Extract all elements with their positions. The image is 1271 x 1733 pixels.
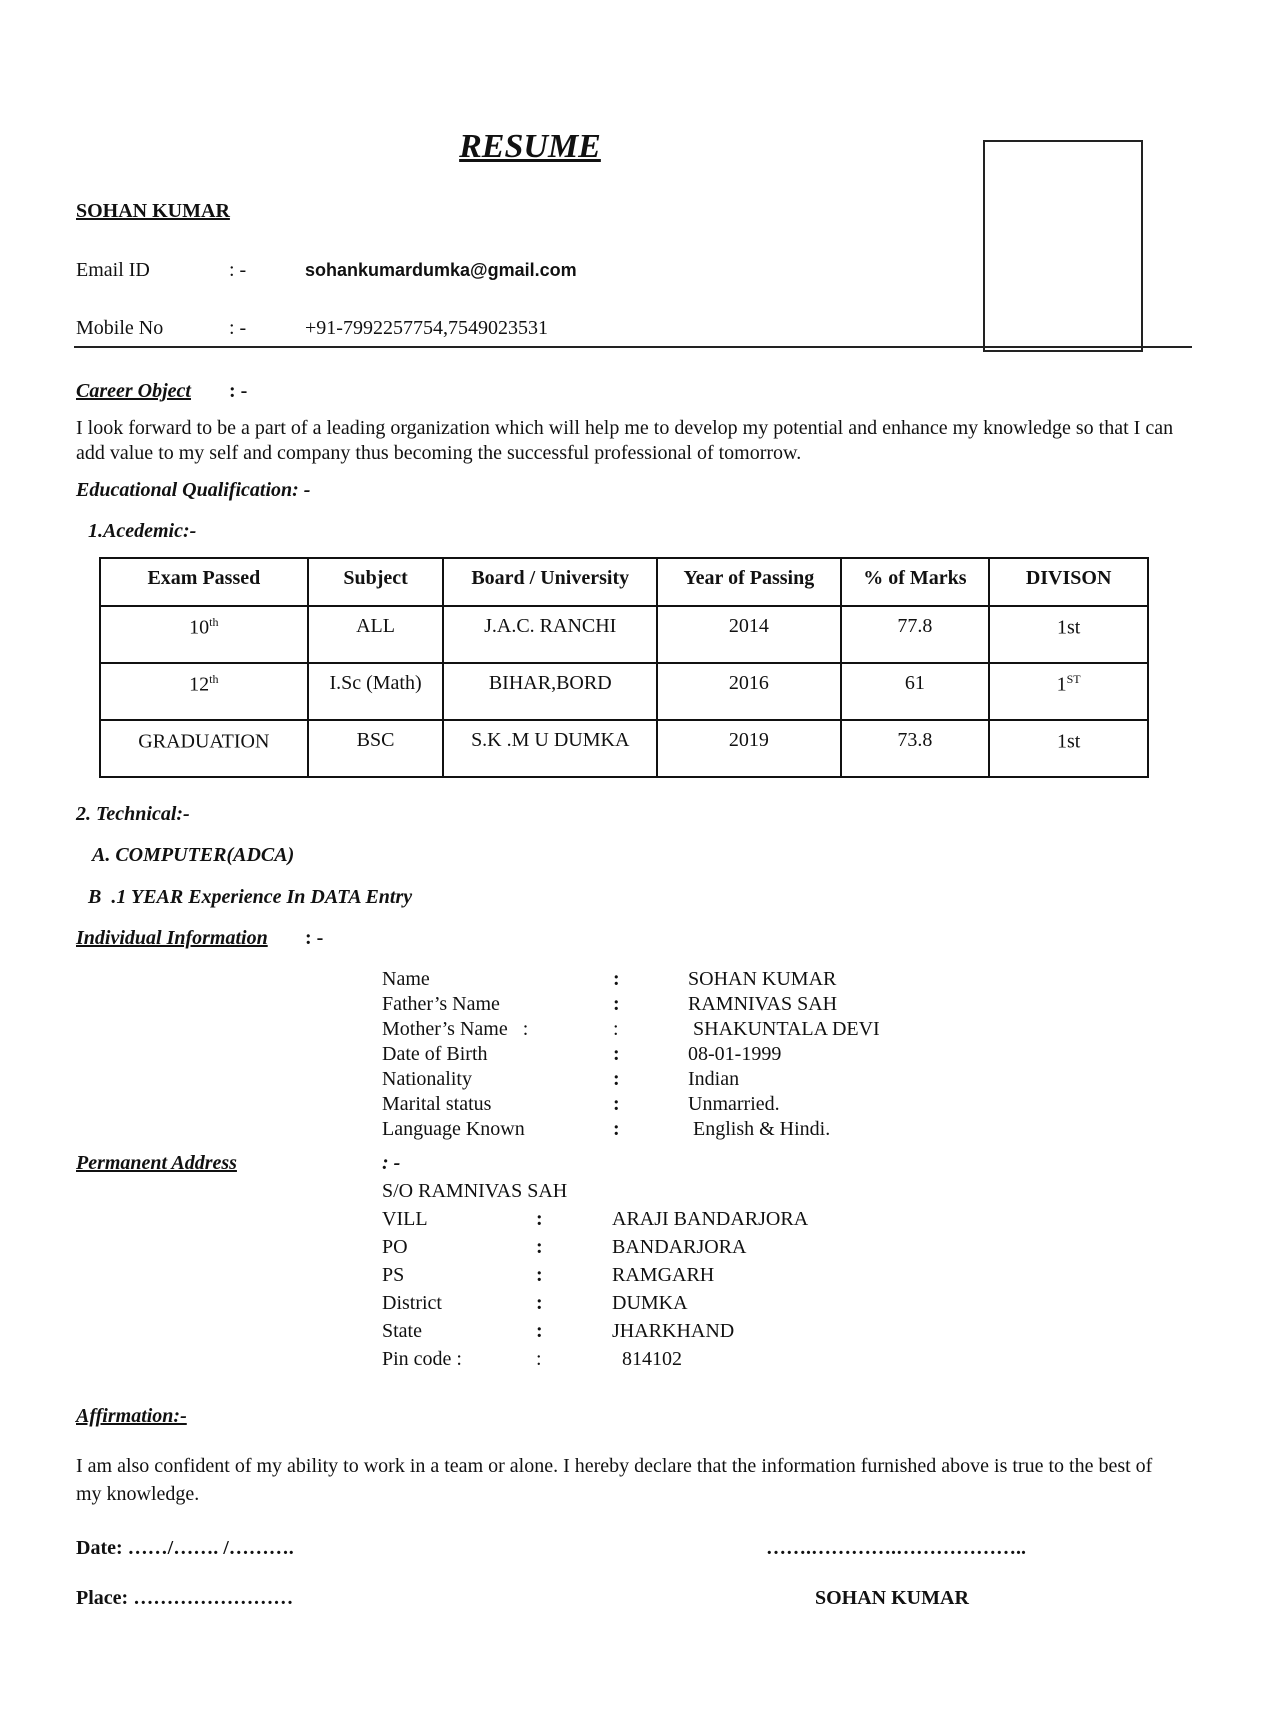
address-colon: : bbox=[536, 1348, 542, 1370]
academic-heading: 1.Acedemic:- bbox=[88, 520, 197, 542]
table-row bbox=[100, 606, 1148, 663]
year-cell: 2016 bbox=[657, 663, 841, 720]
affirmation-heading: Affirmation:- bbox=[76, 1405, 187, 1427]
individual-heading: Individual Information bbox=[76, 927, 268, 949]
address-value: 814102 bbox=[612, 1348, 682, 1370]
column-header: DIVISON bbox=[989, 558, 1148, 606]
marks-cell: 73.8 bbox=[841, 720, 990, 777]
info-label: Father’s Name bbox=[382, 993, 500, 1015]
info-colon: : bbox=[613, 1093, 620, 1115]
career-text: I look forward to be a part of a leading organization which will help me to develop my potential and enhance my knowledge so that I can add value to my self and company thus becoming the successful professional of tomorrow. bbox=[76, 417, 1174, 464]
address-label: Pin code : bbox=[382, 1348, 462, 1370]
column-header: % of Marks bbox=[841, 558, 990, 606]
table-header-row bbox=[100, 558, 1148, 606]
address-label: VILL bbox=[382, 1208, 428, 1230]
year-cell: 2014 bbox=[657, 606, 841, 663]
address-heading: Permanent Address bbox=[76, 1152, 237, 1174]
subject-cell: BSC bbox=[308, 720, 444, 777]
technical-item-b: B .1 YEAR Experience In DATA Entry bbox=[88, 886, 413, 908]
mobile-label: Mobile No bbox=[76, 317, 164, 339]
table-row bbox=[100, 663, 1148, 720]
education-table bbox=[99, 557, 1149, 778]
table-row bbox=[100, 720, 1148, 777]
page-title: RESUME bbox=[459, 128, 601, 165]
info-value: SOHAN KUMAR bbox=[688, 968, 837, 990]
info-label: Language Known bbox=[382, 1118, 525, 1140]
address-colon: : bbox=[536, 1236, 543, 1258]
address-colon: : bbox=[536, 1292, 543, 1314]
info-value: SHAKUNTALA DEVI bbox=[688, 1018, 880, 1040]
address-label: State bbox=[382, 1320, 422, 1342]
signature-name: SOHAN KUMAR bbox=[815, 1587, 969, 1609]
info-label: Date of Birth bbox=[382, 1043, 488, 1065]
photo-placeholder bbox=[983, 140, 1143, 352]
header-divider bbox=[74, 346, 1192, 348]
column-header: Subject bbox=[308, 558, 444, 606]
info-colon: : bbox=[613, 1068, 620, 1090]
email-value: sohankumardumka@gmail.com bbox=[305, 260, 577, 280]
address-separator: : - bbox=[382, 1152, 401, 1174]
marks-cell: 61 bbox=[841, 663, 990, 720]
address-value: BANDARJORA bbox=[612, 1236, 747, 1258]
info-value: Indian bbox=[688, 1068, 740, 1090]
career-separator: : - bbox=[229, 380, 248, 402]
column-header: Board / University bbox=[443, 558, 657, 606]
address-label: PS bbox=[382, 1264, 405, 1286]
address-colon: : bbox=[536, 1208, 543, 1230]
address-value: JHARKHAND bbox=[612, 1320, 735, 1342]
board-cell: S.K .M U DUMKA bbox=[443, 720, 657, 777]
career-heading: Career Object bbox=[76, 380, 191, 402]
technical-heading: 2. Technical:- bbox=[76, 803, 190, 825]
exam-cell: 12th bbox=[100, 663, 308, 720]
division-cell: 1st bbox=[989, 606, 1148, 663]
division-cell: 1ST bbox=[989, 663, 1148, 720]
address-value: DUMKA bbox=[612, 1292, 688, 1314]
candidate-name: SOHAN KUMAR bbox=[76, 200, 230, 222]
mobile-value: +91-7992257754,7549023531 bbox=[305, 317, 548, 339]
column-header: Exam Passed bbox=[100, 558, 308, 606]
info-colon: : bbox=[613, 1118, 620, 1140]
info-colon: : bbox=[613, 1043, 620, 1065]
place-field: Place: …………………… bbox=[76, 1587, 294, 1609]
affirmation-text: I am also confident of my ability to work in a team or alone. I hereby declare that the information furnished above is true to the best of my knowledge. bbox=[76, 1455, 1153, 1505]
info-value: English & Hindi. bbox=[688, 1118, 831, 1140]
address-colon: : bbox=[536, 1320, 543, 1342]
address-value: RAMGARH bbox=[612, 1264, 715, 1286]
email-separator: : - bbox=[229, 259, 247, 281]
info-value: 08-01-1999 bbox=[688, 1043, 782, 1065]
address-colon: : bbox=[536, 1264, 543, 1286]
subject-cell: ALL bbox=[308, 606, 444, 663]
info-colon: : bbox=[613, 968, 620, 990]
info-label: Marital status bbox=[382, 1093, 492, 1115]
address-label: PO bbox=[382, 1236, 408, 1258]
subject-cell: I.Sc (Math) bbox=[308, 663, 444, 720]
mobile-separator: : - bbox=[229, 317, 247, 339]
individual-separator: : - bbox=[305, 927, 324, 949]
info-value: Unmarried. bbox=[688, 1093, 780, 1115]
email-label: Email ID bbox=[76, 259, 150, 281]
info-value: RAMNIVAS SAH bbox=[688, 993, 838, 1015]
address-label: District bbox=[382, 1292, 442, 1314]
address-value: ARAJI BANDARJORA bbox=[612, 1208, 809, 1230]
technical-item-a: A. COMPUTER(ADCA) bbox=[92, 844, 295, 866]
address-so-line: S/O RAMNIVAS SAH bbox=[382, 1180, 568, 1202]
year-cell: 2019 bbox=[657, 720, 841, 777]
division-cell: 1st bbox=[989, 720, 1148, 777]
info-colon: : bbox=[613, 993, 620, 1015]
info-label: Mother’s Name : bbox=[382, 1018, 529, 1040]
info-label: Name bbox=[382, 968, 430, 990]
exam-cell: GRADUATION bbox=[100, 720, 308, 777]
column-header: Year of Passing bbox=[657, 558, 841, 606]
board-cell: BIHAR,BORD bbox=[443, 663, 657, 720]
signature-line: …….………….……………….. bbox=[766, 1537, 1026, 1559]
info-colon: : bbox=[613, 1018, 619, 1040]
exam-cell: 10th bbox=[100, 606, 308, 663]
date-field: Date: ……/……. /………. bbox=[76, 1537, 294, 1559]
info-label: Nationality bbox=[382, 1068, 472, 1090]
board-cell: J.A.C. RANCHI bbox=[443, 606, 657, 663]
marks-cell: 77.8 bbox=[841, 606, 990, 663]
education-heading: Educational Qualification: - bbox=[76, 479, 311, 501]
